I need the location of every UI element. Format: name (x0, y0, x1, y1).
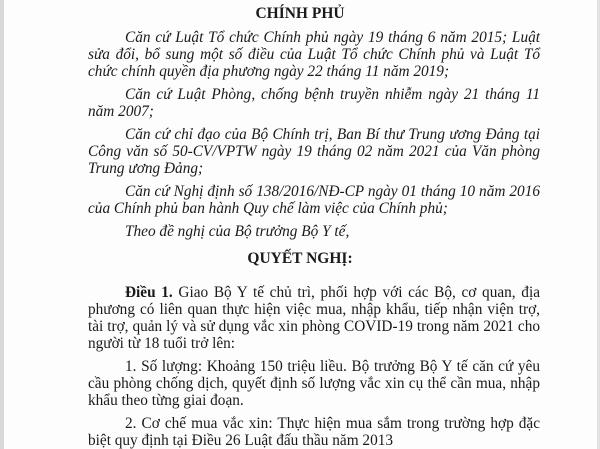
article-1-text: Giao Bộ Y tế chủ trì, phối hợp với các Bộ, cơ quan, địa phương có liên quan thực hiện việc mua, nhập khẩu, tiếp nhận viện trợ, tài trợ, quản lý và sử dụng vắc xin phòng COVID-19 trong năm 2021 cho người từ 18 tuổi trở lên: (88, 284, 540, 352)
article-1-item: 1. Số lượng: Khoảng 150 triệu liều. Bộ trưởng Bộ Y tế căn cứ yêu cầu phòng chống dịch, quyết định số lượng vắc xin cụ thể cần mua, nhập khẩu theo từng giai đoạn. (88, 358, 540, 409)
page-edge-left (0, 0, 4, 449)
preamble-paragraph: Theo đề nghị của Bộ trưởng Bộ Y tế, (125, 223, 350, 240)
article-1 (88, 284, 540, 352)
article-1-label: Điều 1. (125, 284, 173, 301)
resolution-heading: QUYẾT NGHỊ: (247, 250, 353, 267)
article-1-item: 2. Cơ chế mua vắc xin: Thực hiện mua sắm trong trường hợp đặc biệt quy định tại Điều 26 Luật đấu thầu năm 2013 (88, 415, 540, 449)
preamble-paragraph: Căn cứ Luật Phòng, chống bệnh truyền nhiễm ngày 21 tháng 11 năm 2007; (88, 86, 540, 120)
document-title: CHÍNH PHỦ (255, 5, 345, 22)
preamble-paragraph: Căn cứ Nghị định số 138/2016/NĐ-CP ngày 01 tháng 10 năm 2016 của Chính phủ ban hành Quy chế làm việc của Chính phủ; (88, 183, 540, 217)
preamble-paragraph: Căn cứ Luật Tổ chức Chính phủ ngày 19 tháng 6 năm 2015; Luật sửa đổi, bổ sung một số điều của Luật Tổ chức Chính phủ và Luật Tổ chức chính quyền địa phương ngày 22 tháng 11 năm 2019; (88, 29, 540, 80)
preamble-paragraph: Căn cứ chỉ đạo của Bộ Chính trị, Ban Bí thư Trung ương Đảng tại Công văn số 50-CV/VPTW ngày 19 tháng 02 năm 2021 của Văn phòng Trung ương Đảng; (88, 126, 540, 177)
